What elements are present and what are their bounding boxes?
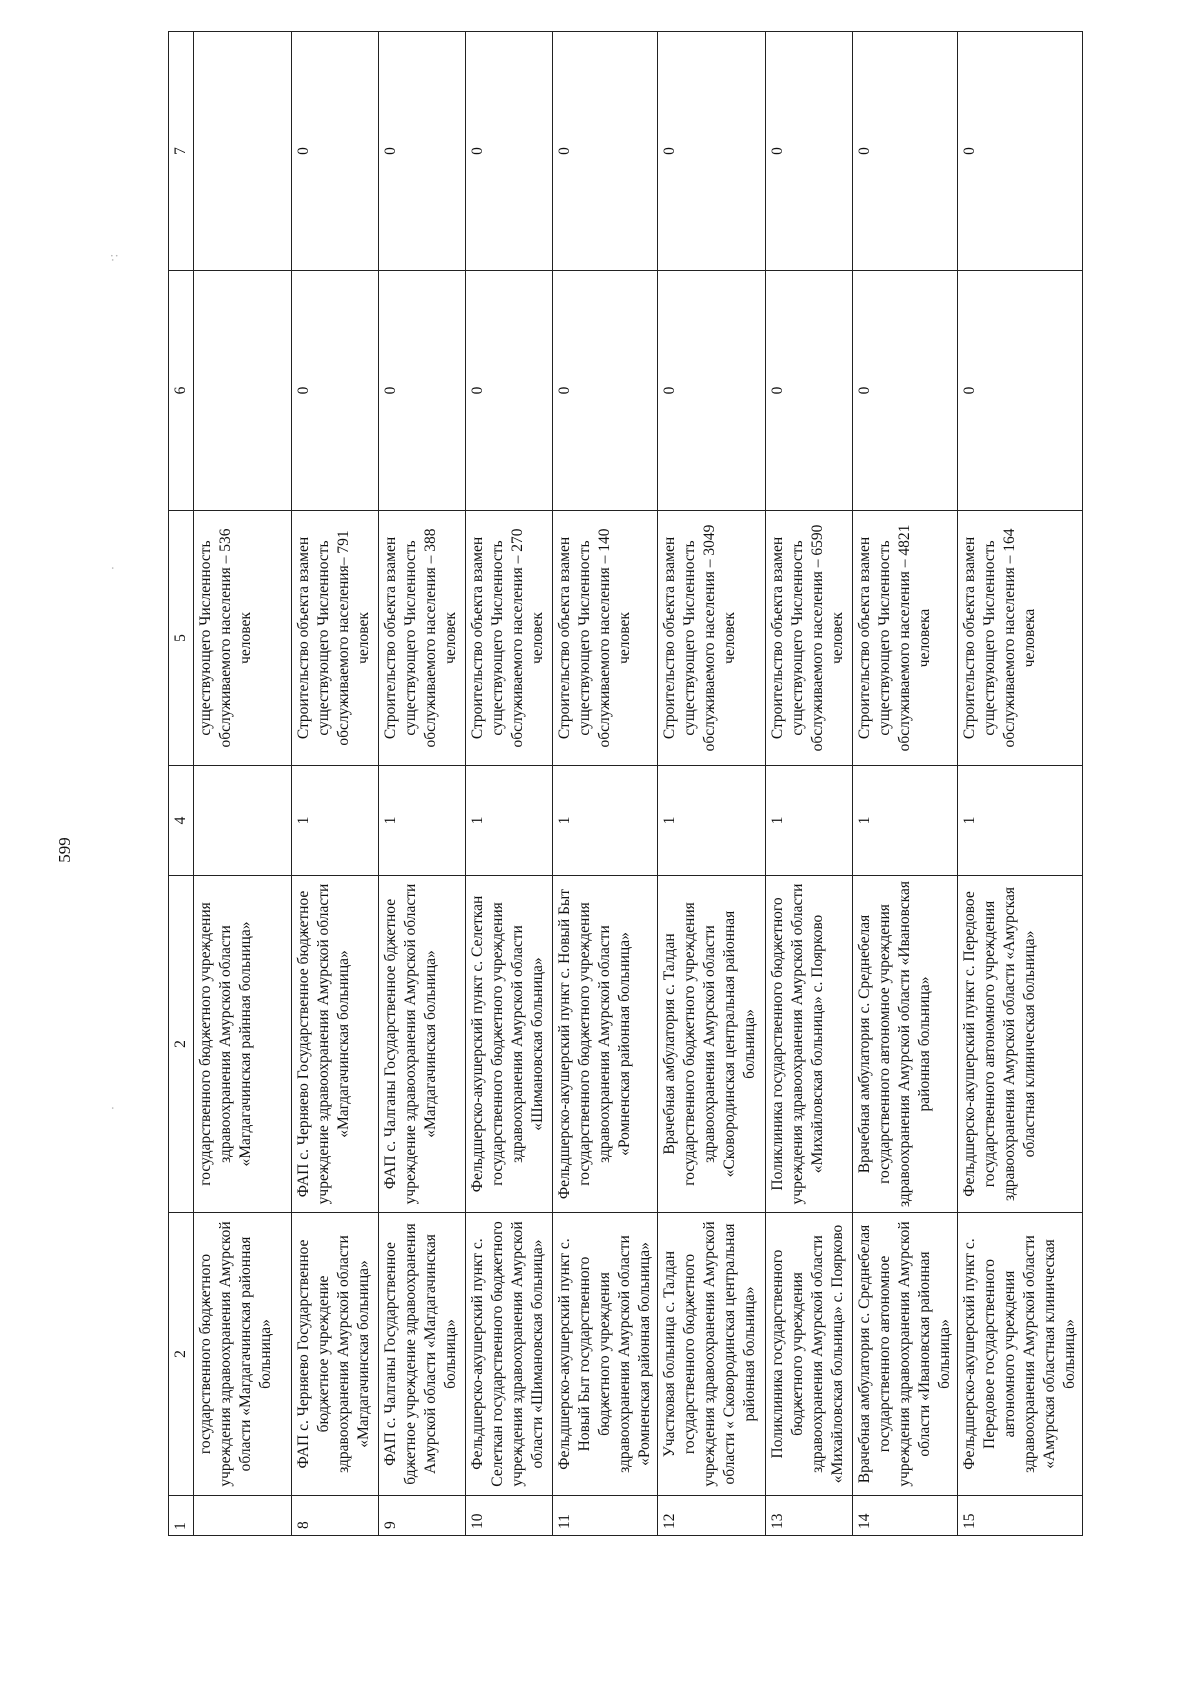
value-cell: 0: [958, 32, 1083, 271]
table-row: [658, 32, 766, 1536]
count-cell: 1: [553, 766, 658, 876]
facility-name-new: Поликлиника государственного бюджетного учреждения здравоохранения Амурской области «Михайловская больница» с. Поярково: [766, 876, 853, 1213]
header-cell: 1: [169, 1496, 194, 1536]
row-number: 12: [658, 1496, 766, 1536]
count-cell: 1: [658, 766, 766, 876]
facility-name-new: ФАП с. Чалганы Государственное бджетное учреждение здравоохранения Амурской области «Магдагачинская больница»: [379, 876, 466, 1213]
page-number: 599: [55, 837, 74, 863]
value-cell: [194, 32, 292, 271]
facility-name-new: Врачебная амбулатория с. Талдан государственного бюджетного учреждения здравоохранения Амурской области «Сковородинская центральная районная больница»: [658, 876, 766, 1213]
description-cell: Строительство объекта взамен существующего Численность обслуживаемого населения – 164 человека: [958, 511, 1083, 766]
scan-speck: ·: [106, 1105, 122, 1111]
count-cell: 1: [292, 766, 379, 876]
row-number: 13: [766, 1496, 853, 1536]
value-cell: 0: [553, 32, 658, 271]
scan-speck: ·: [106, 565, 122, 571]
facility-name-new: Фельдшерско-акушерский пункт с. Селеткан государственного бюджетного учреждения здравоохранения Амурской области «Шимановская больница»: [466, 876, 553, 1213]
facility-name-current: Поликлиника государственного бюджетного учреждения здравоохранения Амурской области «Михайловская больница» с. Поярково: [766, 1213, 853, 1496]
value-cell: 0: [553, 271, 658, 511]
value-cell: 0: [958, 271, 1083, 511]
table-row: [766, 32, 853, 1536]
facility-name-current: Фельдшерско-акушерский пункт с. Новый Быт государственного бюджетного учреждения здравоохранения Амурской области «Ромненская районная больница»: [553, 1213, 658, 1496]
table-row: [292, 32, 379, 1536]
table-row: [379, 32, 466, 1536]
table-row: [853, 32, 958, 1536]
value-cell: 0: [292, 271, 379, 511]
description-cell: существующего Численность обслуживаемого населения – 536 человек: [194, 511, 292, 766]
count-cell: 1: [466, 766, 553, 876]
description-cell: Строительство объекта взамен существующего Численность обслуживаемого населения– 791 человек: [292, 511, 379, 766]
value-cell: 0: [766, 271, 853, 511]
description-cell: Строительство объекта взамен существующего Численность обслуживаемого населения – 270 человек: [466, 511, 553, 766]
value-cell: 0: [466, 271, 553, 511]
header-cell: 7: [169, 32, 194, 271]
header-cell: 4: [169, 766, 194, 876]
value-cell: 0: [853, 271, 958, 511]
value-cell: 0: [466, 32, 553, 271]
facility-name-current: ФАП с. Черняево Государственное бюджетное учреждение здравоохранения Амурской области «Магдагачинская больница»: [292, 1213, 379, 1496]
rotated-table-container: [168, 32, 1076, 1536]
table-row: [958, 32, 1083, 1536]
description-cell: Строительство объекта взамен существующего Численность обслуживаемого населения – 140 человек: [553, 511, 658, 766]
facility-name-new: Врачебная амбулатория с. Среднебелая государственного автономное учреждения здравоохранения Амурской области «Ивановская районная больница»: [853, 876, 958, 1213]
value-cell: 0: [658, 32, 766, 271]
table-row: [553, 32, 658, 1536]
facility-name-current: Участковая больница с. Талдан государственного бюджетного учреждения здравоохранения Амурской области « Сковородинская центральная районная больница»: [658, 1213, 766, 1496]
facility-name-new: Фельдшерско-акушерский пункт с. Новый Быт государственного бюджетного учреждения здравоохранения Амурской области «Ромненская районная больница»: [553, 876, 658, 1213]
value-cell: 0: [379, 271, 466, 511]
table-header-row: [169, 32, 194, 1536]
count-cell: 1: [379, 766, 466, 876]
facility-name-current: Врачебная амбулатория с. Среднебелая государственного автономное учреждения здравоохранения Амурской области «Ивановская районная больница»: [853, 1213, 958, 1496]
header-cell: 2: [169, 1213, 194, 1496]
facility-name-new: государственного бюджетного учреждения здравоохранения Амурской области «Магдагачинская райнная больница»: [194, 876, 292, 1213]
value-cell: 0: [853, 32, 958, 271]
facility-name-current: государственного бюджетного учреждения здравоохранения Амурской области «Магдагачинская районная больница»: [194, 1213, 292, 1496]
value-cell: 0: [292, 32, 379, 271]
count-cell: [194, 766, 292, 876]
count-cell: 1: [766, 766, 853, 876]
row-number: [194, 1496, 292, 1536]
header-cell: 2: [169, 876, 194, 1213]
description-cell: Строительство объекта взамен существующего Численность обслуживаемого населения – 3049 человек: [658, 511, 766, 766]
facility-name-new: Фельдшерско-акушерский пункт с. Передовое государственного автономного учреждения здравоохранения Амурской области «Амурская областная клиническая больница»: [958, 876, 1083, 1213]
table-row: [194, 32, 292, 1536]
row-number: 14: [853, 1496, 958, 1536]
facility-name-current: Фельдшерско-акушерский пункт с. Передовое государственного автономного учреждения здравоохранения Амурской области «Амурская областная клиническая больница»: [958, 1213, 1083, 1496]
facility-name-new: ФАП с. Черняево Государственное бюджетное учреждение здравоохранения Амурской области «Магдагачинская больница»: [292, 876, 379, 1213]
value-cell: [194, 271, 292, 511]
value-cell: 0: [766, 32, 853, 271]
row-number: 11: [553, 1496, 658, 1536]
description-cell: Строительство объекта взамен существующего Численность обслуживаемого населения – 6590 человек: [766, 511, 853, 766]
header-cell: 5: [169, 511, 194, 766]
facility-name-current: Фельдшерско-акушерский пункт с. Селеткан государственного бюджетного учреждения здравоохранения Амурской области «Шимановская больница»: [466, 1213, 553, 1496]
row-number: 15: [958, 1496, 1083, 1536]
value-cell: 0: [658, 271, 766, 511]
description-cell: Строительство объекта взамен существующего Численность обслуживаемого населения – 388 человек: [379, 511, 466, 766]
count-cell: 1: [958, 766, 1083, 876]
row-number: 10: [466, 1496, 553, 1536]
facility-name-current: ФАП с. Чалганы Государственное бджетное учреждение здравоохранения Амурской области «Магдагачинская больница»: [379, 1213, 466, 1496]
row-number: 8: [292, 1496, 379, 1536]
facilities-table: [168, 31, 1083, 1536]
count-cell: 1: [853, 766, 958, 876]
value-cell: 0: [379, 32, 466, 271]
table-row: [466, 32, 553, 1536]
row-number: 9: [379, 1496, 466, 1536]
header-cell: 6: [169, 271, 194, 511]
scan-speck: ·:: [106, 253, 122, 263]
description-cell: Строительство объекта взамен существующего Численность обслуживаемого населения – 4821 человека: [853, 511, 958, 766]
